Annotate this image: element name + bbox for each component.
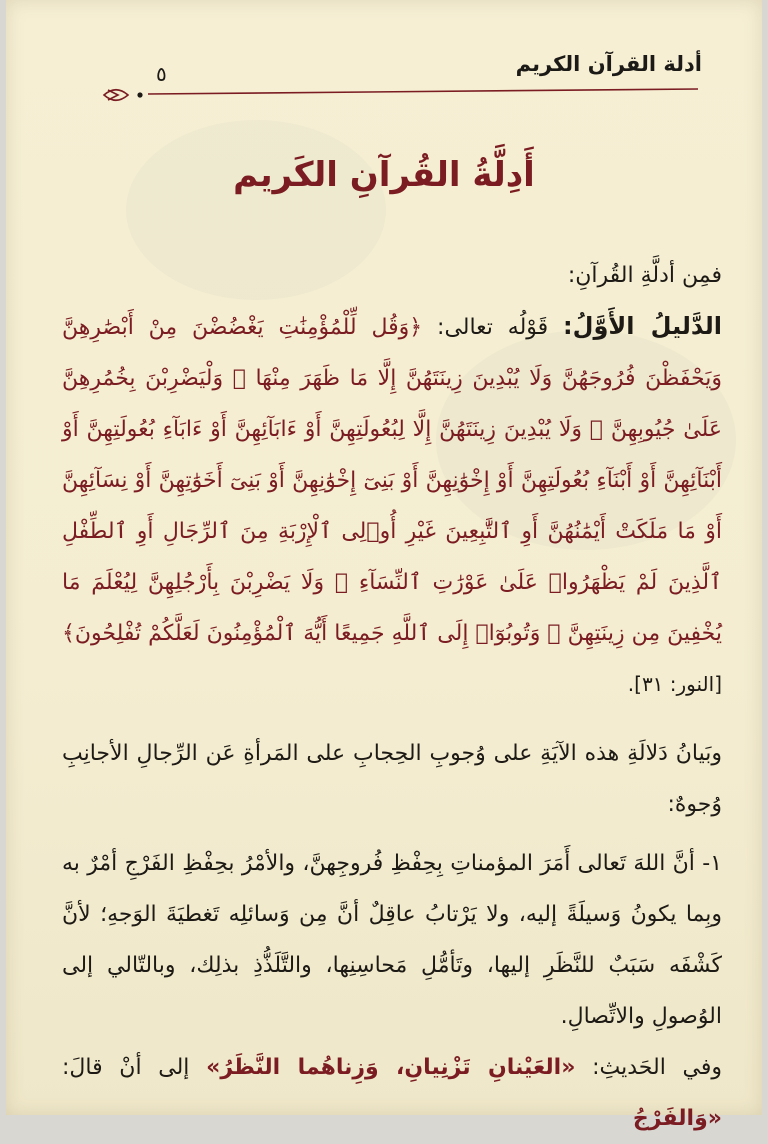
quran-verse: ﴿وَقُل لِّلْمُؤْمِنَٰتِ يَغْضُضْنَ مِنْ أَبْصَٰرِهِنَّ وَيَحْفَظْنَ فُرُوجَهُنَّ وَلَا يُبْدِينَ زِينَتَهُنَّ إِلَّا مَا ظَهَرَ مِنْهَا ۖ وَلْيَضْرِبْنَ بِخُمُرِهِنَّ عَلَىٰ جُيُوبِهِنَّ ۖ وَلَا يُبْدِينَ زِينَتَهُنَّ إِلَّا لِبُعُولَتِهِنَّ أَوْ ءَابَآئِهِنَّ أَوْ ءَابَآءِ بُعُولَتِهِنَّ أَوْ أَبْنَآئِهِنَّ أَوْ أَبْنَآءِ بُعُولَتِهِنَّ أَوْ إِخْوَٰنِهِنَّ أَوْ بَنِىٓ إِخْوَٰنِهِنَّ أَوْ بَنِىٓ أَخَوَٰتِهِنَّ أَوْ نِسَآئِهِنَّ أَوْ مَا مَلَكَتْ أَيْمَٰنُهُنَّ أَوِ ٱلتَّٰبِعِينَ غَيْرِ أُو۟لِى ٱلْإِرْبَةِ مِنَ ٱلرِّجَالِ أَوِ ٱلطِّفْلِ ٱلَّذِينَ لَمْ يَظْهَرُوا۟ عَلَىٰ عَوْرَٰتِ ٱلنِّسَآءِ ۖ وَلَا يَضْرِبْنَ بِأَرْجُلِهِنَّ لِيُعْلَمَ مَا يُخْفِينَ مِن زِينَتِهِنَّ ۚ وَتُوبُوٓا۟ إِلَى ٱللَّهِ جَمِيعًا أَيُّهَ ٱلْمُؤْمِنُونَ لَعَلَّكُمْ تُفْلِحُونَ﴾	[62, 315, 722, 646]
first-evidence-paragraph	[62, 301, 722, 710]
header-rule-ornament	[98, 86, 698, 106]
hadith-quote-2: «وَالفَرْجُ	[632, 1106, 722, 1131]
page-number: ٥	[156, 62, 167, 86]
verse-reference: [النور: ٣١].	[627, 672, 722, 696]
book-page	[6, 0, 762, 1131]
intro-line: فمِن أدلَّةِ القُرآنِ:	[567, 263, 722, 288]
running-header-title: أدلة القرآن الكريم	[515, 52, 702, 76]
body-text	[62, 250, 722, 1144]
hadith-lead: وفي الحَديثِ:	[592, 1055, 722, 1080]
hadith-middle: إلى أنْ قالَ:	[62, 1055, 190, 1080]
hadith-paragraph	[62, 1042, 722, 1144]
hadith-quote-1: «العَيْنانِ تَزْنِيانِ، وَزِناهُما النَّظَرُ»	[206, 1055, 576, 1080]
point-one-paragraph: ١- أنَّ اللهَ تَعالى أَمَرَ المؤمناتِ بِحِفْظِ فُروجِهنَّ، والأمْرُ بحِفْظِ الفَرْجِ أمْرٌ به وبِما يكونُ وَسيلَةً إليه، ولا يَرْتابُ عاقِلٌ أنَّ مِن وَسائلِه تَغطيَةَ الوَجهِ؛ لأنَّ كَشْفَه سَبَبٌ للنَّظَرِ إليها، وتَأمُّلِ مَحاسِنِها، والتَّلَذُّذِ بذلِك، وبالتّالي إلى الوُصولِ والاتِّصالِ.	[62, 851, 722, 1029]
evidence-label: الدَّليلُ الأَوَّلُ:	[563, 312, 722, 340]
chapter-title: أَدِلَّةُ القُرآنِ الكَريم	[233, 155, 535, 195]
evidence-lead: قَوْلُه تعالى:	[437, 315, 549, 340]
explanation-paragraph: وبَيانُ دَلالَةِ هذه الآيَةِ على وُجوبِ الحِجابِ على المَرأةِ عَن الرِّجالِ الأجانِبِ وُجوهٌ:	[62, 741, 722, 817]
